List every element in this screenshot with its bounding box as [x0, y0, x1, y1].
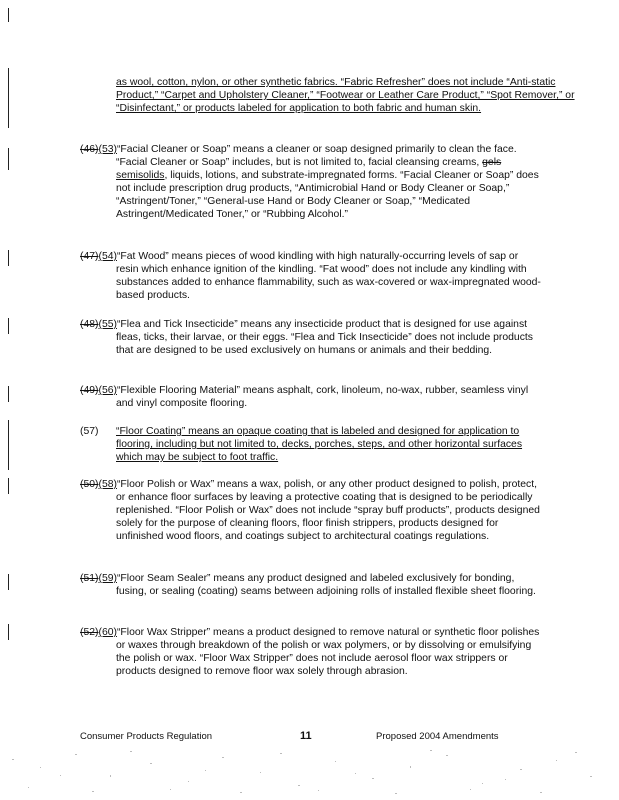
old-number: (51) [80, 573, 99, 584]
change-bar [8, 8, 9, 22]
new-number: (58) [98, 479, 117, 490]
definition-text: “Flea and Tick Insecticide” means any insecticide product that is designed for use against fleas, ticks, their larvae, or their eggs. “Flea and Tick Insecticide” does not include products that are designed to be used exclusively on humans or animals and their bedding. [116, 319, 533, 356]
definition-text-2: , liquids, lotions, and substrate-impregnated forms. “Facial Cleaner or Soap” does not include prescription drug products, “Antimicrobial Hand or Body Cleaner or Soap,” “Astringent/Toner,” “General-use Hand or Body Cleaner or Soap,” “Medicated Astringent/Medicated Toner,” or “Rubbing Alcohol.” [116, 170, 539, 220]
definition-paragraph [80, 478, 542, 543]
intro-inserted-text: as wool, cotton, nylon, or other synthetic fabrics. “Fabric Refresher” does not include “Anti-static Product,” “Carpet and Upholstery Cleaner,” “Footwear or Leather Care Product,” “Spot Remover,” or “Disinfectant,” [116, 77, 575, 114]
definition-text: “Facial Cleaner or Soap” means a cleaner or soap designed primarily to clean the face. “Facial Cleaner or Soap” includes, but is not limited to, facial cleansing creams, [116, 144, 517, 168]
change-bar [8, 386, 9, 402]
change-bar [8, 478, 9, 494]
old-number: (50) [80, 479, 99, 490]
old-number: (48) [80, 319, 99, 330]
change-bar [8, 250, 9, 266]
definition-text: “Fat Wood” means pieces of wood kindling with high naturally-occurring levels of sap or resin which enhance ignition of the kindling. “Fat wood” does not include any kindling with substances added to enhance flammability, such as wax-covered or wax-impregnated wood-based products. [116, 251, 541, 301]
new-number: (55) [98, 319, 117, 330]
definition-paragraph [80, 425, 542, 464]
inserted-word: semisolids [116, 170, 165, 181]
change-bar [8, 574, 9, 590]
footer-left: Consumer Products Regulation [80, 731, 213, 742]
page-number: 11 [300, 730, 312, 742]
definition-text: “Flexible Flooring Material” means asphalt, cork, linoleum, no-wax, rubber, seamless vinyl and vinyl composite flooring. [116, 385, 529, 409]
old-number: (46) [80, 144, 99, 155]
change-bar [8, 420, 9, 470]
definition-text: “Floor Wax Stripper” means a product designed to remove natural or synthetic floor polishes or waxes through breakdown of the polish or wax polymers, or by dissolving or emulsifying the polish or wax. “Floor Wax Stripper” does not include aerosol floor wax strippers or products designed to remove floor wax solely through abrasion. [116, 627, 540, 677]
new-number: (54) [98, 251, 117, 262]
intro-inserted-text-2: or products labeled for application to both fabric and human skin. [180, 103, 482, 114]
new-number: (57) [80, 426, 99, 437]
deleted-word: gels [482, 157, 502, 168]
old-number: (47) [80, 251, 99, 262]
scan-noise [0, 745, 619, 800]
definition-paragraph [80, 250, 542, 302]
definition-text: “Floor Coating” means an opaque coating that is labeled and designed for application to flooring, including but not limited to, decks, porches, steps, and other horizontal surfaces which may be subject to foot traffic. [116, 426, 523, 463]
new-number: (53) [98, 144, 117, 155]
definition-text: “Floor Seam Sealer” means any product designed and labeled exclusively for bonding, fusing, or sealing (coating) seams between adjoining rolls of installed flexible sheet flooring. [116, 573, 536, 597]
old-number: (49) [80, 385, 99, 396]
definition-paragraph [80, 572, 542, 598]
old-number: (52) [80, 627, 99, 638]
change-bar [8, 318, 9, 334]
new-number: (59) [98, 573, 117, 584]
new-number: (56) [98, 385, 117, 396]
definition-paragraph [80, 318, 542, 357]
change-bar [8, 624, 9, 640]
footer-right: Proposed 2004 Amendments [376, 731, 499, 742]
definition-paragraph [80, 384, 542, 410]
definition-text: “Floor Polish or Wax” means a wax, polish, or any other product designed to polish, protect, or enhance floor surfaces by leaving a protective coating that is designed to be periodically replenished. “Floor Polish or Wax” does not include “spray buff products”, products designed solely for the purpose of cleaning floors, floor finish strippers, products designed for unfinished wood floors, and coatings subject to architectural coatings regulations. [116, 479, 540, 542]
change-bar [8, 68, 9, 128]
definition-paragraph [80, 626, 542, 678]
intro-paragraph [80, 76, 578, 115]
definition-paragraph [80, 143, 542, 221]
change-bar [8, 148, 9, 170]
new-number: (60) [98, 627, 117, 638]
